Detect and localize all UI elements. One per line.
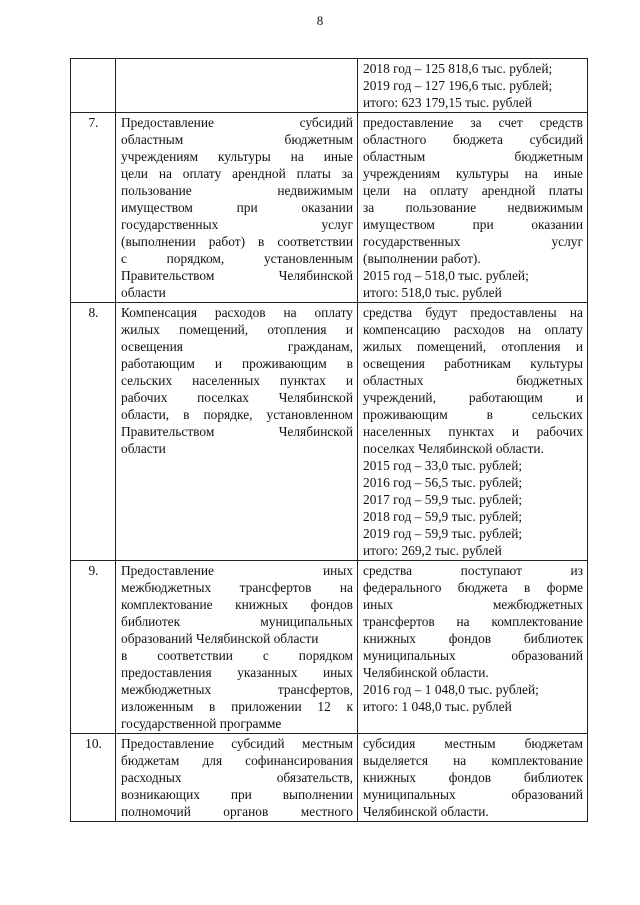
description-line: Предоставление субсидий местным: [121, 736, 353, 751]
funding-line: иных межбюджетных: [363, 597, 583, 612]
funding-line: книжных фондов библиотек: [363, 770, 583, 785]
table-row: [71, 734, 588, 822]
funding-line: Челябинской области.: [363, 665, 489, 680]
table-row: [71, 59, 588, 113]
funding-line: 2016 год – 1 048,0 тыс. рублей;: [363, 682, 539, 697]
description-line: государственных услуг: [121, 217, 353, 232]
funding-source-cell: [358, 59, 588, 113]
description-line: имуществом при оказании: [121, 200, 353, 215]
funding-line: освещения работникам культуры: [363, 356, 583, 371]
description-line: сельских населенных пунктах и: [121, 373, 353, 388]
row-number-cell: 9.: [71, 561, 116, 734]
description-line: Правительством Челябинской: [121, 424, 353, 439]
program-measures-table: [70, 58, 588, 822]
funding-line: проживающим в сельских: [363, 407, 583, 422]
funding-source-cell: [358, 561, 588, 734]
description-line: предоставления указанных иных: [121, 665, 353, 680]
funding-line: итого: 518,0 тыс. рублей: [363, 285, 502, 300]
table-row: [71, 561, 588, 734]
funding-line: областным бюджетным: [363, 149, 583, 164]
funding-line: поселках Челябинской области.: [363, 441, 544, 456]
funding-line: средства будут предоставлены на: [363, 305, 583, 320]
funding-line: имуществом при оказании: [363, 217, 583, 232]
funding-line: предоставление за счет средств: [363, 115, 583, 130]
funding-line: учреждениям культуры на иные: [363, 166, 583, 181]
description-line: жилых помещений, отопления и: [121, 322, 353, 337]
funding-line: цели на оплату арендной платы: [363, 183, 583, 198]
row-number-cell: 7.: [71, 113, 116, 303]
description-line: комплектование книжных фондов: [121, 597, 353, 612]
funding-line: 2017 год – 59,9 тыс. рублей;: [363, 492, 523, 507]
funding-line: жилых помещений, отопления и: [363, 339, 583, 354]
funding-line: выделяется на комплектование: [363, 753, 583, 768]
funding-line: 2018 год – 59,9 тыс. рублей;: [363, 509, 523, 524]
funding-line: книжных фондов библиотек: [363, 631, 583, 646]
description-line: библиотек муниципальных: [121, 614, 353, 629]
funding-source-cell: [358, 303, 588, 561]
description-line: межбюджетных трансфертов на: [121, 580, 353, 595]
description-line: бюджетам для софинансирования: [121, 753, 353, 768]
funding-source-cell: [358, 113, 588, 303]
funding-line: 2016 год – 56,5 тыс. рублей;: [363, 475, 523, 490]
description-line: области, в порядке, установленном: [121, 407, 353, 422]
description-line: Предоставление иных: [121, 563, 353, 578]
funding-line: населенных пунктах и рабочих: [363, 424, 583, 439]
description-line: государственной программе: [121, 716, 282, 731]
table-row: [71, 303, 588, 561]
description-line: образований Челябинской области: [121, 631, 319, 646]
funding-line: за пользование недвижимым: [363, 200, 583, 215]
funding-line: итого: 269,2 тыс. рублей: [363, 543, 502, 558]
funding-line: средства поступают из: [363, 563, 583, 578]
description-line: освещения гражданам,: [121, 339, 353, 354]
measure-description-cell: [116, 561, 358, 734]
row-number-cell: 8.: [71, 303, 116, 561]
funding-line: областных бюджетных: [363, 373, 583, 388]
funding-line: (выполнении работ).: [363, 251, 481, 266]
funding-line: 2015 год – 518,0 тыс. рублей;: [363, 268, 529, 283]
description-line: Компенсация расходов на оплату: [121, 305, 353, 320]
measure-description-cell: [116, 734, 358, 822]
funding-line: 2019 год – 59,9 тыс. рублей;: [363, 526, 523, 541]
description-line: пользование недвижимым: [121, 183, 353, 198]
description-line: расходных обязательств,: [121, 770, 353, 785]
description-line: Предоставление субсидий: [121, 115, 353, 130]
funding-line: 2018 год – 125 818,6 тыс. рублей;: [363, 61, 553, 76]
description-line: изложенным в приложении 12 к: [121, 699, 353, 714]
funding-line: субсидия местным бюджетам: [363, 736, 583, 751]
description-line: областным бюджетным: [121, 132, 353, 147]
description-line: Правительством Челябинской: [121, 268, 353, 283]
funding-line: учреждений, работающим и: [363, 390, 583, 405]
description-line: возникающих при выполнении: [121, 787, 353, 802]
measure-description-cell: [116, 59, 358, 113]
funding-line: итого: 1 048,0 тыс. рублей: [363, 699, 512, 714]
funding-line: областного бюджета субсидий: [363, 132, 583, 147]
description-line: цели на оплату арендной платы за: [121, 166, 353, 181]
table-row: [71, 113, 588, 303]
funding-line: компенсацию расходов на оплату: [363, 322, 583, 337]
funding-line: итого: 623 179,15 тыс. рублей: [363, 95, 532, 110]
description-line: (выполнении работ) в соответствии: [121, 234, 353, 249]
funding-line: муниципальных образований: [363, 787, 583, 802]
description-line: работающим и проживающим в: [121, 356, 353, 371]
funding-line: федерального бюджета в форме: [363, 580, 583, 595]
measure-description-cell: [116, 303, 358, 561]
row-number-cell: 10.: [71, 734, 116, 822]
row-number-cell: [71, 59, 116, 113]
measure-description-cell: [116, 113, 358, 303]
description-line: области: [121, 441, 166, 456]
page-number: 8: [316, 13, 324, 28]
description-line: области: [121, 285, 166, 300]
description-line: рабочих поселках Челябинской: [121, 390, 353, 405]
description-line: полномочий органов местного: [121, 804, 353, 819]
description-line: учреждениям культуры на иные: [121, 149, 353, 164]
description-line: межбюджетных трансфертов,: [121, 682, 353, 697]
table-body: [71, 59, 588, 822]
funding-line: 2019 год – 127 196,6 тыс. рублей;: [363, 78, 553, 93]
description-line: с порядком, установленным: [121, 251, 353, 266]
funding-line: муниципальных образований: [363, 648, 583, 663]
funding-line: трансфертов на комплектование: [363, 614, 583, 629]
funding-line: Челябинской области.: [363, 804, 489, 819]
funding-source-cell: [358, 734, 588, 822]
description-line: в соответствии с порядком: [121, 648, 353, 663]
funding-line: 2015 год – 33,0 тыс. рублей;: [363, 458, 523, 473]
funding-line: государственных услуг: [363, 234, 583, 249]
